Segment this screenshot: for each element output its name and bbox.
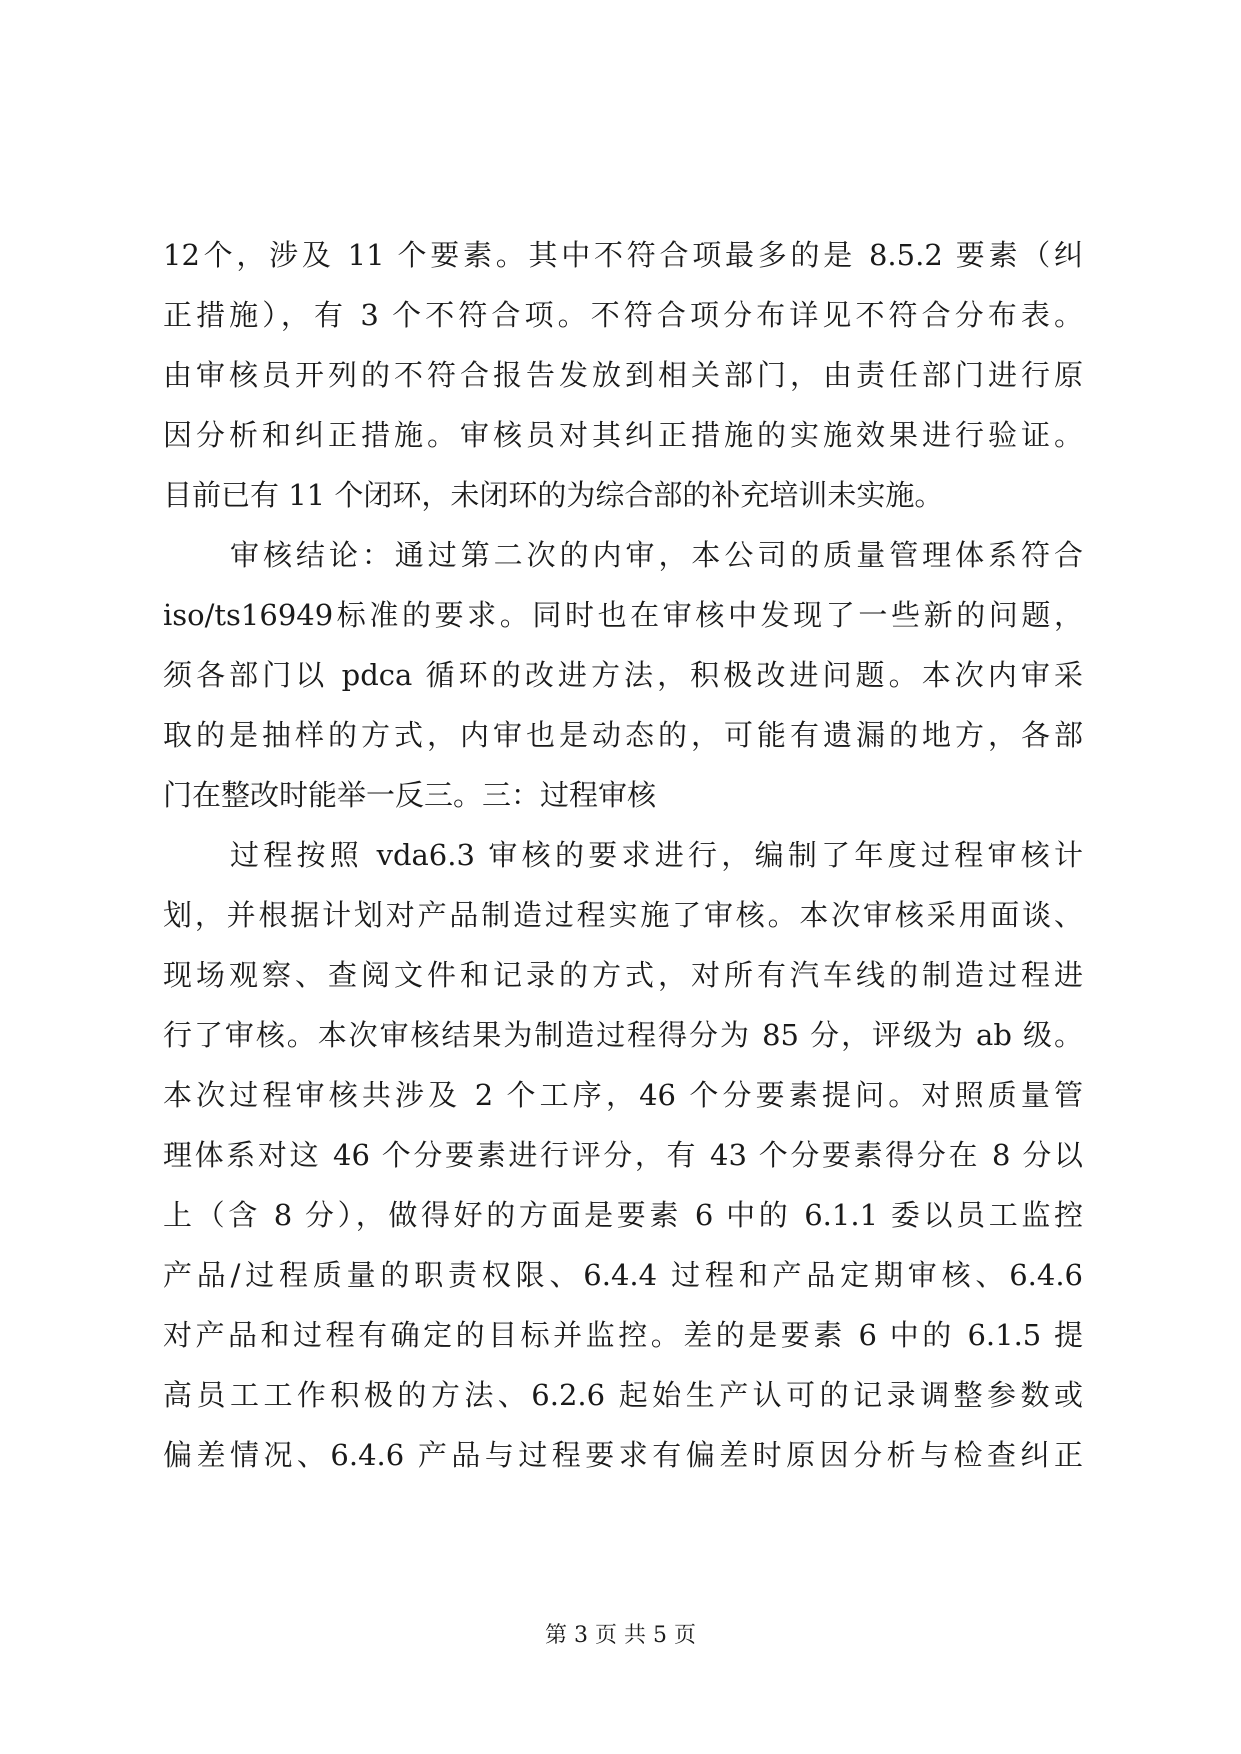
text-line: 高员工工作积极的方法、6.2.6 起始生产认可的记录调整参数或: [163, 1378, 1083, 1412]
text-line: 由审核员开列的不符合报告发放到相关部门，由责任部门进行原: [163, 358, 1083, 392]
text-line: 本次过程审核共涉及 2 个工序，46 个分要素提问。对照质量管: [163, 1078, 1083, 1112]
text-line: 因分析和纠正措施。审核员对其纠正措施的实施效果进行验证。: [163, 418, 1083, 452]
text-line: iso/ts16949标准的要求。同时也在审核中发现了一些新的问题，: [163, 598, 1083, 632]
text-line: 门在整改时能举一反三。三：过程审核: [163, 778, 657, 812]
text-line: 行了审核。本次审核结果为制造过程得分为 85 分，评级为 ab 级。: [163, 1018, 1083, 1052]
text-line: 12个，涉及 11 个要素。其中不符合项最多的是 8.5.2 要素（纠: [163, 238, 1083, 272]
text-line: 取的是抽样的方式，内审也是动态的，可能有遗漏的地方，各部: [163, 718, 1083, 752]
text-line: 产品/过程质量的职责权限、6.4.4 过程和产品定期审核、6.4.6: [163, 1258, 1083, 1292]
page-number-footer: 第 3 页 共 5 页: [545, 1623, 696, 1648]
text-line: 对产品和过程有确定的目标并监控。差的是要素 6 中的 6.1.5 提: [163, 1318, 1083, 1352]
text-line: 理体系对这 46 个分要素进行评分，有 43 个分要素得分在 8 分以: [163, 1138, 1083, 1172]
text-line: 须各部门以 pdca 循环的改进方法，积极改进问题。本次内审采: [163, 658, 1083, 692]
text-line: 现场观察、查阅文件和记录的方式，对所有汽车线的制造过程进: [163, 958, 1083, 992]
text-line: 正措施），有 3 个不符合项。不符合项分布详见不符合分布表。: [163, 298, 1083, 332]
text-line: 上（含 8 分），做得好的方面是要素 6 中的 6.1.1 委以员工监控: [163, 1198, 1083, 1232]
body-text: [163, 225, 1083, 1485]
text-line: 偏差情况、6.4.6 产品与过程要求有偏差时原因分析与检查纠正: [163, 1438, 1083, 1472]
text-line: 目前已有 11 个闭环，未闭环的为综合部的补充培训未实施。: [163, 478, 944, 512]
text-line: 划，并根据计划对产品制造过程实施了审核。本次审核采用面谈、: [163, 898, 1083, 932]
text-line: 审核结论：通过第二次的内审，本公司的质量管理体系符合: [230, 538, 1083, 572]
text-line: 过程按照 vda6.3 审核的要求进行，编制了年度过程审核计: [230, 838, 1083, 872]
